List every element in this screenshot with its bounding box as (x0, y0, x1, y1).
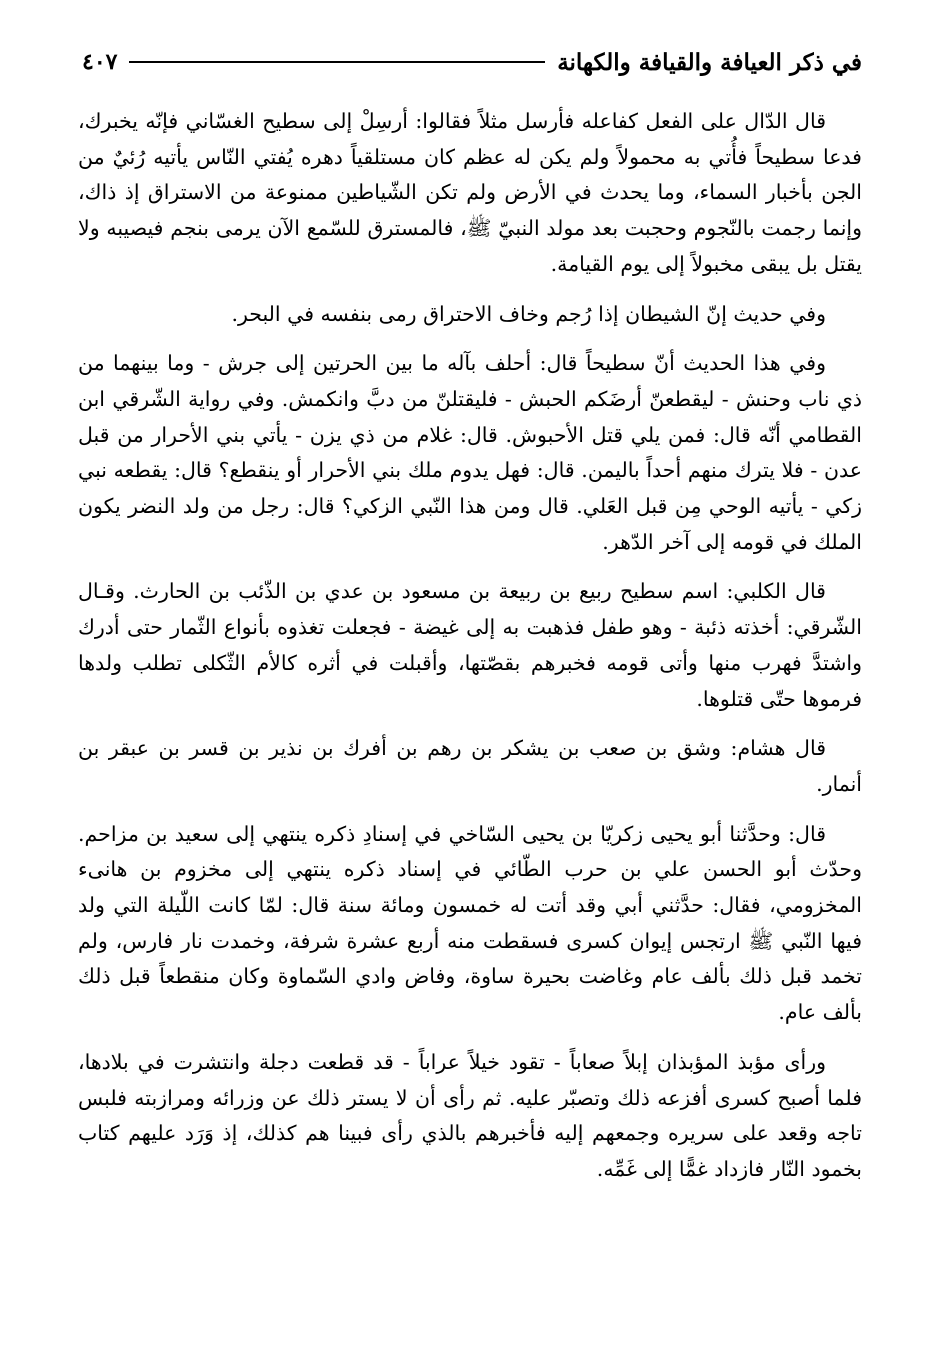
paragraph: ورأى مؤبذ المؤبذان إبلاً صعاباً - تقود خيلاً عراباً - قد قطعت دجلة وانتشرت في بلادها، فلما أصبح كسرى أفزعه ذلك وتصبّر عليه. ثم رأى أن لا يستر ذلك عن وزرائه ومرازبته فلبس تاجه وقعد على سريره وجمعهم إليه فأخبرهم بالذي رأى فبينا هم كذلك، إذ وَرَد عليهم كتاب بخمود النّار فازداد غمًّا إلى غَمِّه. (78, 1049, 862, 1181)
paragraph: وفي هذا الحديث أنّ سطيحاً قال: أحلف بآله ما بين الحرتين إلى جرش - وما بينهما من ذي ناب وحنش - ليقطعنّ أرضَكم الحبش - فليقتلنّ من دبَّ وانكمش. وفي رواية الشّرقي ابن القطامي أنّه قال: فمن يلي قتل الأحبوش. قال: غلام من ذي يزن - يأتي بني الأحرار من قبل عدن - فلا يترك منهم أحداً باليمن. قال: فهل يدوم ملك بني الأحرار أو ينقطع؟ قال: يقطعه نبي زكي - يأتيه الوحي مِن قبل العَلي. قال ومن هذا النّبي الزكي؟ قال: رجل من ولد النضر يكون الملك في قومه إلى آخر الدّهر. (78, 351, 862, 554)
paragraph: قال الكلبي: اسم سطيح ربيع بن ربيعة بن مسعود بن عدي بن الذّئب بن الحارث. وقـال الشّرقي: أخذته ذئبة - وهو طفل فذهبت به إلى غيضة - فجعلت تغذوه بأنواع الثّمار حتى أدرك واشتدَّ فهرب منها وأتى قومه فخبرهم بقصّتها، وأقبلت في أثره كالأم الثّكلى تطلب ولدها فرموها حتّى قتلوها. (78, 579, 862, 711)
paragraph: وفي حديث إنّ الشيطان إذا رُجم وخاف الاحتراق رمى بنفسه في البحر. (231, 301, 826, 326)
page-body (78, 104, 862, 1202)
chapter-title: في ذكر العيافة والقيافة والكهانة (557, 48, 862, 76)
paragraph: قال الدّال على الفعل كفاعله فأرسل مثلاً فقالوا: أرسِلْ إلى سطيح الغسّاني فإنّه يخبرك، فدعا سطيحاً فأُتي به محمولاً ولم يكن له عظم كان مستلقياً دهره يُفتي النّاس يأتيه رُئيٌ من الجن بأخبار السماء، وما يحدث في الأرض ولم تكن الشّياطين ممنوعة من الاستراق إذ ذاك، وإنما رجمت بالنّجوم وحجبت بعد مولد النبيّ ﷺ، فالمسترق للسّمع الآن يرمى بنجم فيصيبه ولا يقتل بل يبقى مخبولاً إلى يوم القيامة. (78, 109, 862, 276)
paragraph: قال هشام: وشق بن صعب بن يشكر بن رهم بن أفرك بن نذير بن قسر بن عبقر بن أنمار. (78, 736, 862, 796)
page-number: ٤٠٧ (82, 49, 118, 75)
paragraph: قال: وحدَّثنا أبو يحيى زكريّا بن يحيى السّاخي في إسنادِ ذكره ينتهي إلى سعيد بن مزاحم. وحدّث أبو الحسن علي بن حرب الطّائي في إسناد ذكره ينتهي إلى مخزوم بن هانىء المخزومي، فقال: حدَّثني أبي وقد أتت له خمسون ومائة سنة قال: لمّا كانت اللّيلة التي ولد فيها النّبي ﷺ ارتجس إيوان كسرى فسقطت منه أربع عشرة شرفة، وخمدت نار فارس، ولم تخمد قبل ذلك بألف عام وغاضت بحيرة ساوة، وفاض وادي السّماوة وكان منقطعاً قبل ذلك بألف عام. (78, 821, 862, 1025)
header-rule (129, 61, 545, 63)
running-header (82, 44, 862, 80)
